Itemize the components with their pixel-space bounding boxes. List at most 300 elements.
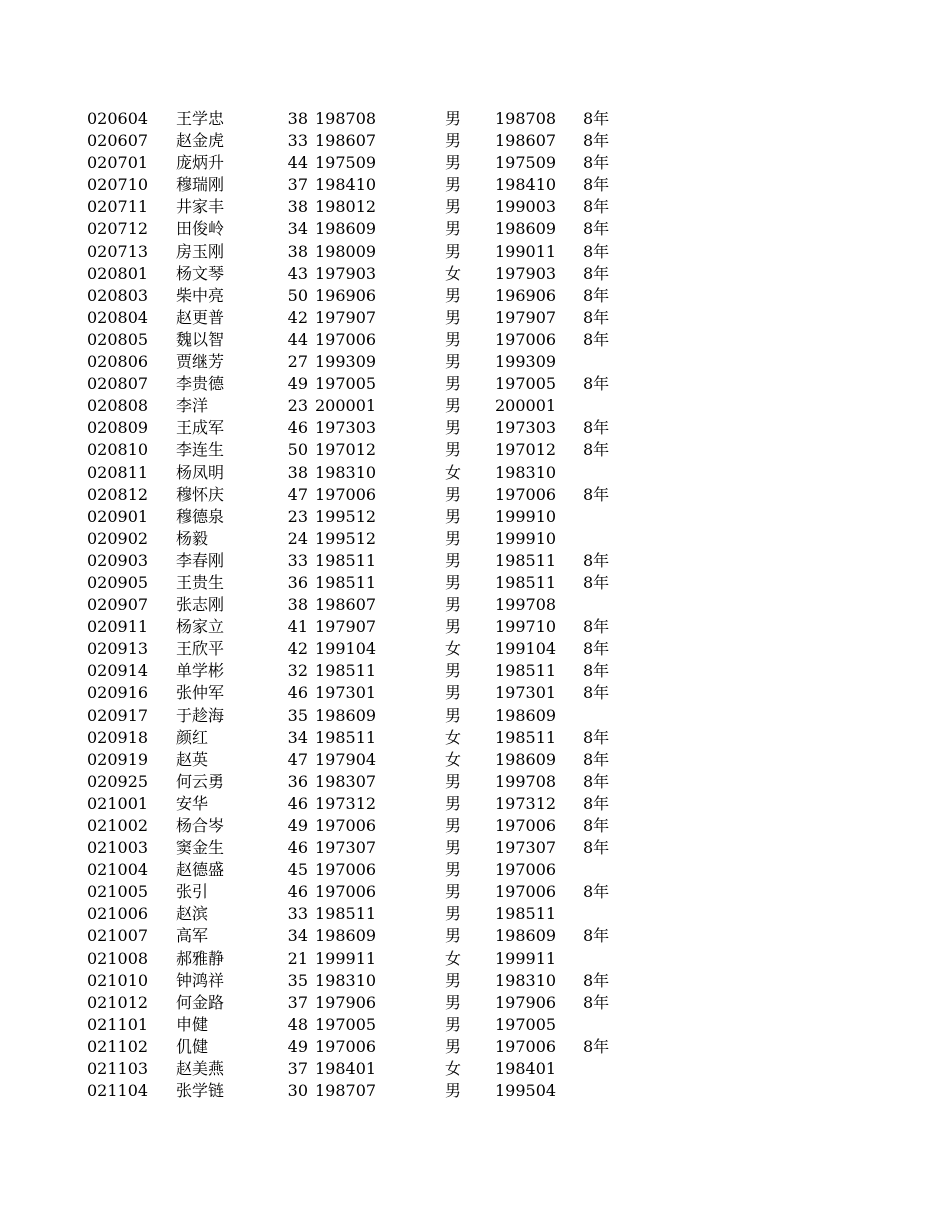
second-date: 199910 — [495, 528, 557, 548]
second-date: 197006 — [495, 329, 557, 349]
table-row — [0, 793, 950, 815]
age-value: 49 — [287, 816, 308, 835]
birth-date: 198307 — [315, 771, 377, 791]
second-date: 197006 — [495, 1036, 557, 1056]
employee-name: 窦金生 — [176, 838, 225, 858]
employee-id: 020809 — [87, 418, 149, 438]
employee-name: 高军 — [176, 926, 209, 946]
birth-date: 197005 — [315, 1014, 377, 1034]
sex-value: 男 — [445, 572, 462, 592]
table-row — [0, 1058, 950, 1080]
second-date: 197012 — [495, 440, 557, 460]
second-date: 197303 — [495, 418, 557, 438]
birth-date: 198009 — [315, 241, 377, 261]
employee-name: 张引 — [176, 882, 209, 902]
table-row — [0, 815, 950, 837]
sex-value: 男 — [445, 970, 462, 990]
age-value: 50 — [287, 285, 308, 305]
birth-date: 198401 — [315, 1059, 377, 1079]
employee-id: 020713 — [87, 241, 149, 261]
table-row — [0, 152, 950, 174]
years-value: 8年 — [583, 131, 610, 151]
birth-date: 198708 — [315, 109, 377, 128]
second-date: 198310 — [495, 462, 557, 482]
birth-date: 198607 — [315, 131, 377, 151]
table-row — [0, 307, 950, 329]
employee-name: 穆瑞刚 — [176, 175, 225, 195]
employee-name: 田俊岭 — [176, 219, 225, 239]
age-value: 36 — [287, 572, 308, 592]
table-row — [0, 727, 950, 749]
second-date: 197301 — [495, 683, 557, 703]
birth-date: 199512 — [315, 506, 377, 526]
employee-name: 安华 — [176, 793, 209, 813]
table-row — [0, 395, 950, 417]
employee-id: 021101 — [87, 1014, 149, 1034]
table-row — [0, 218, 950, 240]
age-value: 37 — [287, 992, 308, 1012]
age-value: 47 — [287, 749, 308, 769]
age-value: 49 — [287, 1036, 308, 1056]
employee-id: 020604 — [87, 109, 149, 128]
birth-date: 198410 — [315, 175, 377, 195]
employee-id: 020812 — [87, 484, 149, 504]
age-value: 34 — [287, 926, 308, 946]
second-date: 198511 — [495, 727, 557, 747]
age-value: 50 — [287, 440, 308, 460]
sex-value: 男 — [445, 109, 462, 128]
employee-id: 020925 — [87, 771, 149, 791]
age-value: 33 — [287, 131, 308, 151]
birth-date: 199512 — [315, 528, 377, 548]
employee-id: 020907 — [87, 595, 149, 615]
employee-id: 020901 — [87, 506, 149, 526]
second-date: 197906 — [495, 992, 557, 1012]
sex-value: 女 — [445, 462, 462, 482]
years-value: 8年 — [583, 263, 610, 283]
sex-value: 女 — [445, 749, 462, 769]
sex-value: 男 — [445, 175, 462, 195]
second-date: 198708 — [495, 109, 557, 128]
table-row — [0, 130, 950, 152]
table-row — [0, 351, 950, 373]
second-date: 197509 — [495, 153, 557, 173]
employee-name: 魏以智 — [176, 329, 225, 349]
table-row — [0, 749, 950, 771]
employee-id: 020711 — [87, 197, 149, 217]
birth-date: 198511 — [315, 904, 377, 924]
table-row — [0, 108, 950, 130]
table-row — [0, 992, 950, 1014]
birth-date: 198511 — [315, 572, 377, 592]
table-row — [0, 771, 950, 793]
birth-date: 198511 — [315, 727, 377, 747]
employee-id: 020902 — [87, 528, 149, 548]
second-date: 199910 — [495, 506, 557, 526]
age-value: 44 — [287, 329, 308, 349]
age-value: 48 — [287, 1014, 308, 1034]
age-value: 41 — [287, 617, 308, 637]
employee-id: 020805 — [87, 329, 149, 349]
table-row — [0, 859, 950, 881]
birth-date: 198609 — [315, 926, 377, 946]
years-value: 8年 — [583, 550, 610, 570]
years-value: 8年 — [583, 285, 610, 305]
table-row — [0, 528, 950, 550]
table-row — [0, 484, 950, 506]
age-value: 34 — [287, 219, 308, 239]
table-row — [0, 462, 950, 484]
age-value: 38 — [287, 241, 308, 261]
sex-value: 男 — [445, 550, 462, 570]
birth-date: 198707 — [315, 1081, 377, 1101]
years-value: 8年 — [583, 484, 610, 504]
table-row — [0, 616, 950, 638]
employee-name: 张学链 — [176, 1081, 225, 1101]
sex-value: 女 — [445, 948, 462, 968]
second-date: 197006 — [495, 484, 557, 504]
employee-name: 赵英 — [176, 749, 209, 769]
age-value: 35 — [287, 970, 308, 990]
second-date: 196906 — [495, 285, 557, 305]
table-row — [0, 594, 950, 616]
age-value: 32 — [287, 661, 308, 681]
age-value: 23 — [287, 506, 308, 526]
table-row — [0, 705, 950, 727]
years-value: 8年 — [583, 374, 610, 394]
years-value: 8年 — [583, 617, 610, 637]
second-date: 197307 — [495, 838, 557, 858]
employee-id: 021103 — [87, 1059, 149, 1079]
employee-id: 020919 — [87, 749, 149, 769]
employee-id: 020917 — [87, 705, 149, 725]
employee-name: 杨毅 — [176, 528, 209, 548]
employee-name: 何金路 — [176, 992, 225, 1012]
second-date: 198401 — [495, 1059, 557, 1079]
employee-name: 穆怀庆 — [176, 484, 225, 504]
sex-value: 女 — [445, 1059, 462, 1079]
table-row — [0, 1080, 950, 1102]
employee-name: 柴中亮 — [176, 285, 225, 305]
second-date: 197907 — [495, 307, 557, 327]
sex-value: 男 — [445, 926, 462, 946]
sex-value: 男 — [445, 1014, 462, 1034]
age-value: 46 — [287, 683, 308, 703]
employee-name: 王学忠 — [176, 109, 225, 128]
employee-id: 020807 — [87, 374, 149, 394]
data-table — [0, 108, 950, 1102]
second-date: 198511 — [495, 904, 557, 924]
years-value: 8年 — [583, 307, 610, 327]
second-date: 197006 — [495, 882, 557, 902]
sex-value: 男 — [445, 219, 462, 239]
years-value: 8年 — [583, 440, 610, 460]
employee-id: 021007 — [87, 926, 149, 946]
sex-value: 男 — [445, 329, 462, 349]
second-date: 199708 — [495, 595, 557, 615]
table-row — [0, 660, 950, 682]
second-date: 197005 — [495, 1014, 557, 1034]
birth-date: 198511 — [315, 661, 377, 681]
sex-value: 女 — [445, 727, 462, 747]
second-date: 198511 — [495, 572, 557, 592]
second-date: 198511 — [495, 550, 557, 570]
employee-id: 020810 — [87, 440, 149, 460]
employee-name: 赵滨 — [176, 904, 209, 924]
age-value: 46 — [287, 418, 308, 438]
table-row — [0, 373, 950, 395]
age-value: 42 — [287, 307, 308, 327]
age-value: 42 — [287, 639, 308, 659]
age-value: 23 — [287, 396, 308, 416]
table-row — [0, 417, 950, 439]
table-row — [0, 638, 950, 660]
birth-date: 198310 — [315, 970, 377, 990]
employee-id: 020803 — [87, 285, 149, 305]
employee-name: 赵金虎 — [176, 131, 225, 151]
employee-name: 申健 — [176, 1014, 209, 1034]
employee-id: 020808 — [87, 396, 149, 416]
age-value: 35 — [287, 705, 308, 725]
employee-name: 王成军 — [176, 418, 225, 438]
second-date: 199708 — [495, 771, 557, 791]
sex-value: 男 — [445, 595, 462, 615]
years-value: 8年 — [583, 241, 610, 261]
years-value: 8年 — [583, 793, 610, 813]
employee-name: 赵德盛 — [176, 860, 225, 880]
employee-id: 020914 — [87, 661, 149, 681]
employee-name: 颜红 — [176, 727, 209, 747]
birth-date: 197312 — [315, 793, 377, 813]
sex-value: 男 — [445, 241, 462, 261]
second-date: 197903 — [495, 263, 557, 283]
sex-value: 男 — [445, 153, 462, 173]
sex-value: 男 — [445, 396, 462, 416]
years-value: 8年 — [583, 838, 610, 858]
years-value: 8年 — [583, 882, 610, 902]
second-date: 198609 — [495, 705, 557, 725]
second-date: 197006 — [495, 860, 557, 880]
employee-id: 021005 — [87, 882, 149, 902]
second-date: 198609 — [495, 749, 557, 769]
sex-value: 男 — [445, 1036, 462, 1056]
age-value: 47 — [287, 484, 308, 504]
sex-value: 女 — [445, 263, 462, 283]
employee-id: 020806 — [87, 352, 149, 372]
employee-name: 庞炳升 — [176, 153, 225, 173]
second-date: 199504 — [495, 1081, 557, 1101]
sex-value: 男 — [445, 793, 462, 813]
employee-id: 020811 — [87, 462, 149, 482]
age-value: 37 — [287, 175, 308, 195]
sex-value: 男 — [445, 838, 462, 858]
age-value: 36 — [287, 771, 308, 791]
table-row — [0, 682, 950, 704]
years-value: 8年 — [583, 219, 610, 239]
sex-value: 女 — [445, 639, 462, 659]
sex-value: 男 — [445, 882, 462, 902]
years-value: 8年 — [583, 175, 610, 195]
employee-id: 020918 — [87, 727, 149, 747]
birth-date: 197006 — [315, 484, 377, 504]
years-value: 8年 — [583, 970, 610, 990]
employee-name: 郝雅静 — [176, 948, 225, 968]
sex-value: 男 — [445, 131, 462, 151]
employee-name: 钟鸿祥 — [176, 970, 225, 990]
sex-value: 男 — [445, 484, 462, 504]
age-value: 43 — [287, 263, 308, 283]
employee-name: 杨合岑 — [176, 816, 225, 835]
table-row — [0, 881, 950, 903]
sex-value: 男 — [445, 506, 462, 526]
second-date: 197005 — [495, 374, 557, 394]
birth-date: 197907 — [315, 617, 377, 637]
birth-date: 197006 — [315, 816, 377, 835]
birth-date: 197903 — [315, 263, 377, 283]
birth-date: 200001 — [315, 396, 377, 416]
years-value: 8年 — [583, 727, 610, 747]
birth-date: 197906 — [315, 992, 377, 1012]
employee-id: 020701 — [87, 153, 149, 173]
employee-id: 021001 — [87, 793, 149, 813]
age-value: 33 — [287, 904, 308, 924]
sex-value: 男 — [445, 440, 462, 460]
employee-name: 杨凤明 — [176, 462, 225, 482]
years-value: 8年 — [583, 816, 610, 835]
employee-id: 021102 — [87, 1036, 149, 1056]
age-value: 27 — [287, 352, 308, 372]
employee-id: 021006 — [87, 904, 149, 924]
years-value: 8年 — [583, 926, 610, 946]
employee-name: 李春刚 — [176, 550, 225, 570]
second-date: 199309 — [495, 352, 557, 372]
years-value: 8年 — [583, 771, 610, 791]
birth-date: 199309 — [315, 352, 377, 372]
years-value: 8年 — [583, 329, 610, 349]
employee-id: 020607 — [87, 131, 149, 151]
employee-name: 李贵德 — [176, 374, 225, 394]
employee-id: 020801 — [87, 263, 149, 283]
years-value: 8年 — [583, 639, 610, 659]
employee-name: 何云勇 — [176, 771, 225, 791]
employee-id: 021002 — [87, 816, 149, 835]
second-date: 199104 — [495, 639, 557, 659]
age-value: 44 — [287, 153, 308, 173]
employee-name: 赵更普 — [176, 307, 225, 327]
age-value: 38 — [287, 197, 308, 217]
birth-date: 197307 — [315, 838, 377, 858]
years-value: 8年 — [583, 109, 610, 128]
employee-name: 于趁海 — [176, 705, 225, 725]
employee-name: 杨家立 — [176, 617, 225, 637]
age-value: 46 — [287, 882, 308, 902]
birth-date: 199104 — [315, 639, 377, 659]
age-value: 45 — [287, 860, 308, 880]
employee-name: 房玉刚 — [176, 241, 225, 261]
birth-date: 197006 — [315, 1036, 377, 1056]
sex-value: 男 — [445, 683, 462, 703]
years-value: 8年 — [583, 661, 610, 681]
birth-date: 197006 — [315, 329, 377, 349]
age-value: 38 — [287, 595, 308, 615]
second-date: 199003 — [495, 197, 557, 217]
employee-name: 单学彬 — [176, 661, 225, 681]
table-row — [0, 174, 950, 196]
second-date: 199911 — [495, 948, 557, 968]
sex-value: 男 — [445, 1081, 462, 1101]
employee-name: 赵美燕 — [176, 1059, 225, 1079]
years-value: 8年 — [583, 1036, 610, 1056]
employee-name: 李连生 — [176, 440, 225, 460]
birth-date: 197301 — [315, 683, 377, 703]
employee-name: 王贵生 — [176, 572, 225, 592]
sex-value: 男 — [445, 816, 462, 835]
table-row — [0, 241, 950, 263]
table-row — [0, 550, 950, 572]
age-value: 33 — [287, 550, 308, 570]
birth-date: 198609 — [315, 705, 377, 725]
employee-id: 021104 — [87, 1081, 149, 1101]
sex-value: 男 — [445, 374, 462, 394]
table-row — [0, 285, 950, 307]
birth-date: 198607 — [315, 595, 377, 615]
employee-id: 020913 — [87, 639, 149, 659]
years-value: 8年 — [583, 572, 610, 592]
age-value: 30 — [287, 1081, 308, 1101]
age-value: 46 — [287, 793, 308, 813]
sex-value: 男 — [445, 285, 462, 305]
table-row — [0, 263, 950, 285]
sex-value: 男 — [445, 705, 462, 725]
employee-name: 仉健 — [176, 1036, 209, 1056]
birth-date: 197509 — [315, 153, 377, 173]
years-value: 8年 — [583, 197, 610, 217]
table-row — [0, 329, 950, 351]
second-date: 197312 — [495, 793, 557, 813]
employee-id: 020916 — [87, 683, 149, 703]
second-date: 198310 — [495, 970, 557, 990]
age-value: 21 — [287, 948, 308, 968]
employee-name: 井家丰 — [176, 197, 225, 217]
age-value: 46 — [287, 838, 308, 858]
table-row — [0, 439, 950, 461]
age-value: 38 — [287, 462, 308, 482]
birth-date: 199911 — [315, 948, 377, 968]
employee-id: 021012 — [87, 992, 149, 1012]
employee-name: 穆德泉 — [176, 506, 225, 526]
second-date: 199011 — [495, 241, 557, 261]
birth-date: 197006 — [315, 882, 377, 902]
employee-name: 杨文琴 — [176, 263, 225, 283]
age-value: 34 — [287, 727, 308, 747]
birth-date: 197907 — [315, 307, 377, 327]
table-row — [0, 1014, 950, 1036]
age-value: 24 — [287, 528, 308, 548]
employee-name: 李洋 — [176, 396, 209, 416]
age-value: 37 — [287, 1059, 308, 1079]
sex-value: 男 — [445, 992, 462, 1012]
employee-id: 021008 — [87, 948, 149, 968]
second-date: 198607 — [495, 131, 557, 151]
employee-id: 020911 — [87, 617, 149, 637]
sex-value: 男 — [445, 904, 462, 924]
table-row — [0, 506, 950, 528]
birth-date: 197303 — [315, 418, 377, 438]
employee-id: 020905 — [87, 572, 149, 592]
birth-date: 198012 — [315, 197, 377, 217]
age-value: 38 — [287, 109, 308, 128]
birth-date: 197012 — [315, 440, 377, 460]
